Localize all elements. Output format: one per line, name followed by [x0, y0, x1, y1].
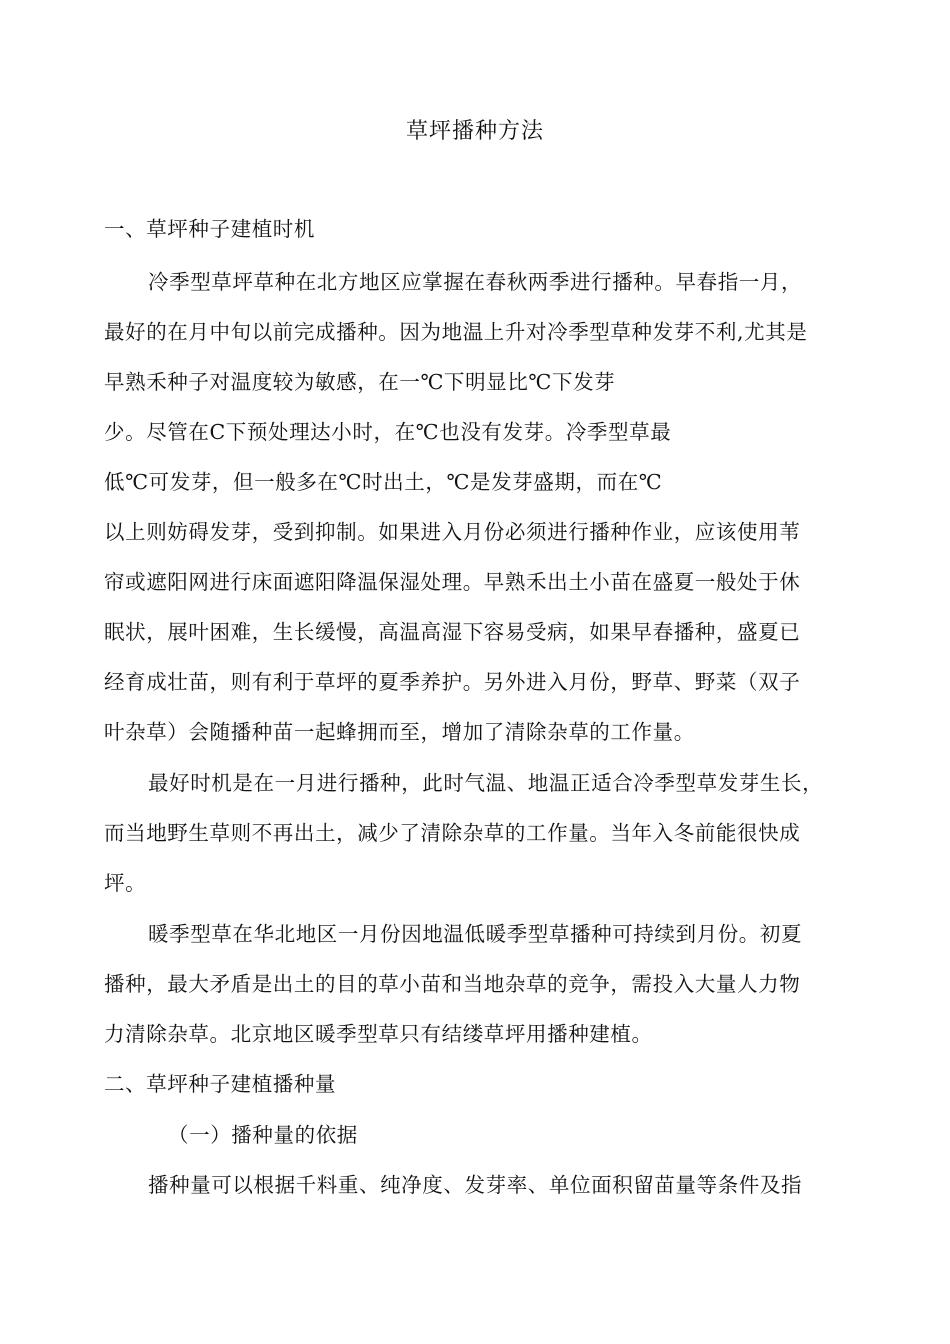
paragraph-line: 最好时机是在一月进行播种，此时气温、地温正适合冷季型草发芽生长，	[148, 771, 824, 795]
paragraph-line: 以上则妨碍发芽，受到抑制。如果进入月份必须进行播种作业，应该使用苇	[104, 520, 801, 544]
paragraph-line: 经育成壮苗，则有利于草坪的夏季养护。另外进入月份，野草、野菜（双子	[104, 670, 801, 694]
paragraph-line: 暖季型草在华北地区一月份因地温低暖季型草播种可持续到月份。初夏	[148, 922, 803, 946]
paragraph-line: 播种，最大矛盾是出土的目的草小苗和当地杂草的竞争，需投入大量人力物	[104, 972, 801, 996]
paragraph-line: 叶杂草）会随播种苗一起蜂拥而至，增加了清除杂草的工作量。	[104, 720, 695, 744]
subsection-heading: （一）播种量的依据	[168, 1123, 358, 1147]
paragraph-line: 眠状，展叶困难，生长缓慢，高温高湿下容易受病，如果早春播种，盛夏已	[104, 620, 801, 644]
paragraph-line: 少。尽管在C下预处理达小时，在℃也没有发芽。冷季型草最	[104, 420, 672, 444]
section-heading: 一、草坪种子建植时机	[104, 217, 315, 241]
paragraph-line: 播种量可以根据千料重、纯净度、发芽率、单位面积留苗量等条件及指	[148, 1173, 803, 1197]
paragraph-line: 帘或遮阳网进行床面遮阳降温保湿处理。早熟禾出土小苗在盛夏一般处于休	[104, 570, 801, 594]
paragraph-line: 低℃可发芽，但一般多在℃时出土，℃是发芽盛期，而在℃	[104, 470, 663, 494]
paragraph-line: 而当地野生草则不再出土，减少了清除杂草的工作量。当年入冬前能很快成	[104, 821, 801, 845]
paragraph-line: 冷季型草坪草种在北方地区应掌握在春秋两季进行播种。早春指一月，	[148, 270, 803, 294]
paragraph-line: 力清除杂草。北京地区暖季型草只有结缕草坪用播种建植。	[104, 1022, 653, 1046]
paragraph-line: 最好的在月中旬以前完成播种。因为地温上升对冷季型草种发芽不利,尤其是	[104, 320, 808, 344]
section-heading: 二、草坪种子建植播种量	[104, 1072, 337, 1096]
paragraph-line: 早熟禾种子对温度较为敏感，在一℃下明显比℃下发芽	[104, 370, 616, 394]
paragraph-line: 坪。	[104, 871, 147, 895]
document-title: 草坪播种方法	[405, 119, 544, 144]
